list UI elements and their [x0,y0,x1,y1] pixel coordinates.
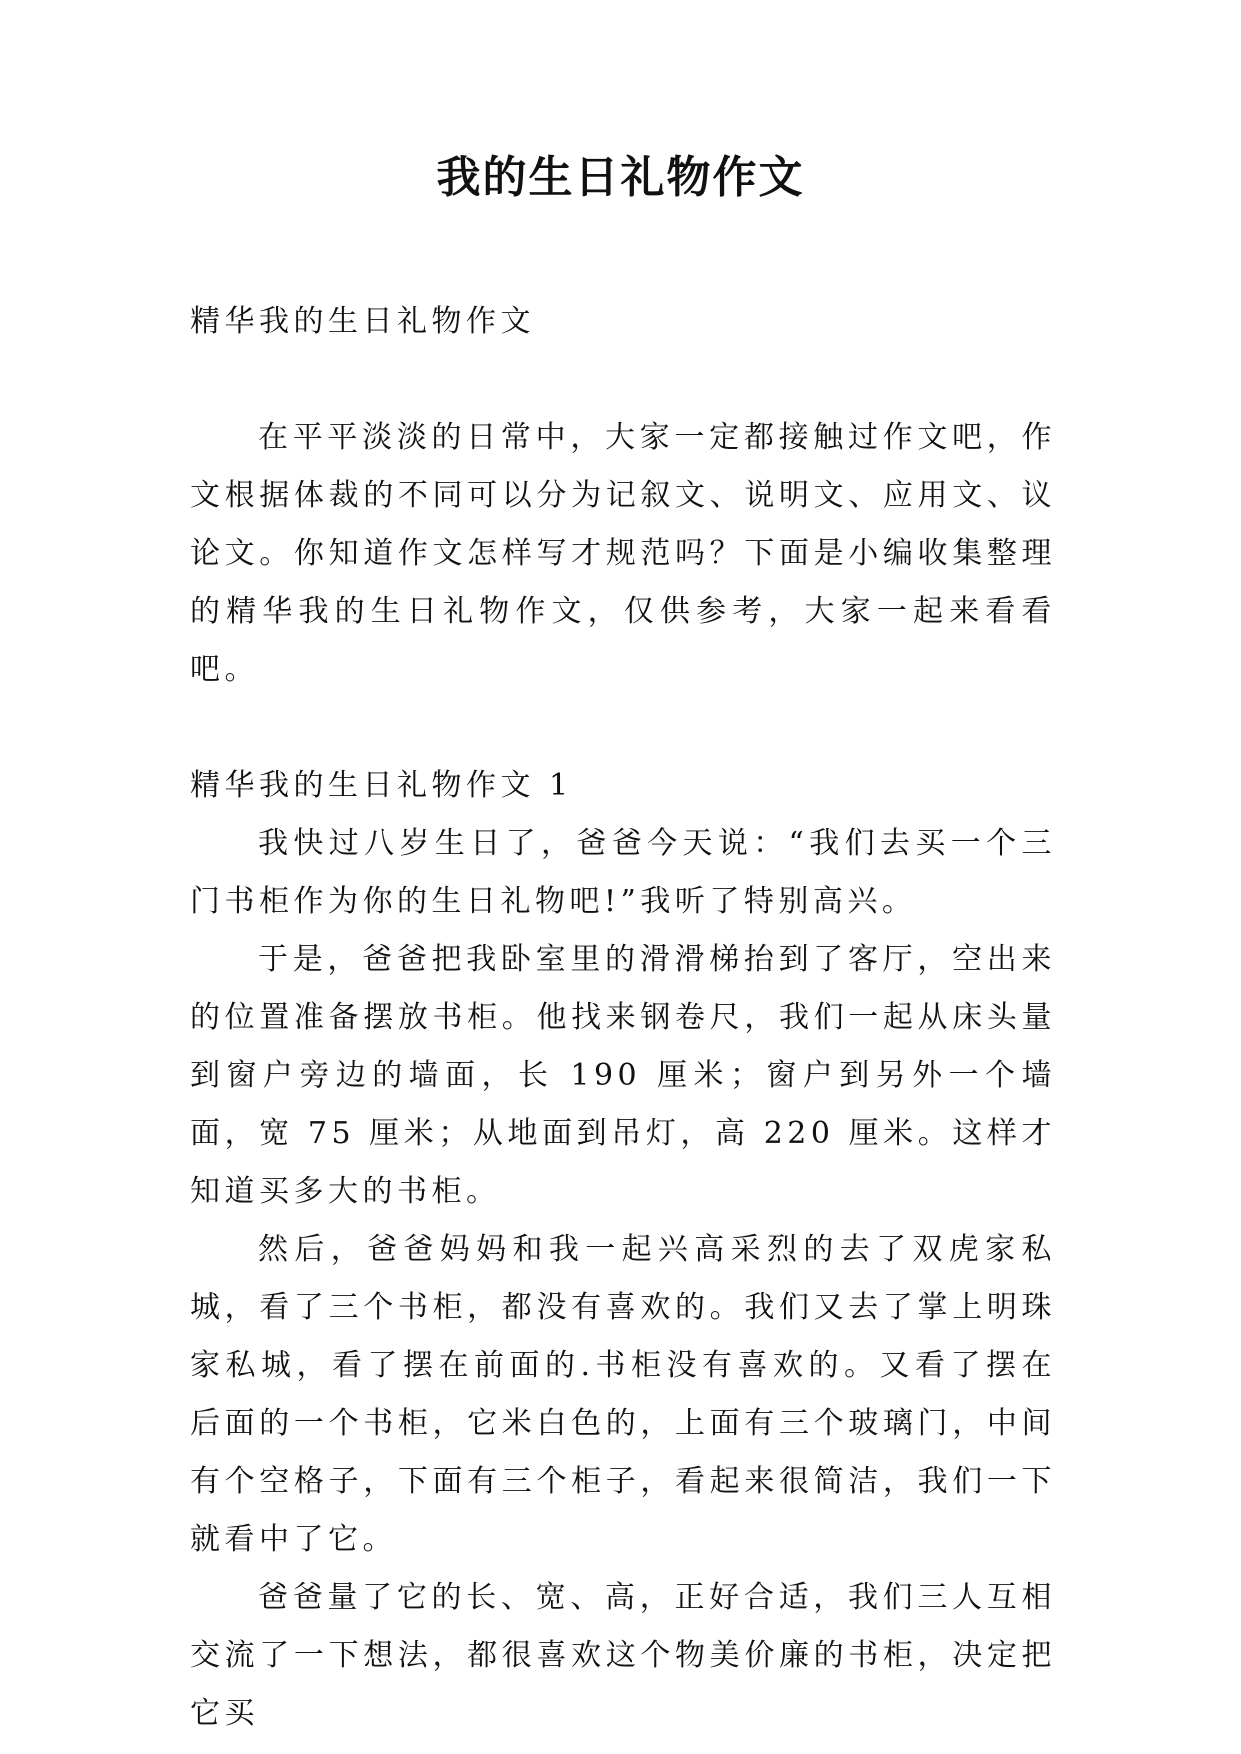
document-subtitle: 精华我的生日礼物作文 [190,304,535,339]
section-heading: 精华我的生日礼物作文 1 [190,768,573,803]
document-body [190,293,1056,1743]
document-title: 我的生日礼物作文 [436,152,805,203]
body-paragraph-4: 爸爸量了它的长、宽、高，正好合适，我们三人互相交流了一下想法，都很喜欢这个物美价廉的书柜，决定把它买 [190,1580,1056,1731]
body-paragraph-1: 我快过八岁生日了，爸爸今天说：“我们去买一个三门书柜作为你的生日礼物吧!”我听了特别高兴。 [190,826,1056,919]
body-paragraph-2: 于是，爸爸把我卧室里的滑滑梯抬到了客厅，空出来的位置准备摆放书柜。他找来钢卷尺，我们一起从床头量到窗户旁边的墙面，长 190 厘米；窗户到另外一个墙面，宽 75 厘米；从地面到吊灯，高 220 厘米。这样才知道买多大的书柜。 [190,942,1056,1209]
intro-paragraph: 在平平淡淡的日常中，大家一定都接触过作文吧，作文根据体裁的不同可以分为记叙文、说明文、应用文、议论文。你知道作文怎样写才规范吗？下面是小编收集整理的精华我的生日礼物作文，仅供参考，大家一起来看看吧。 [190,420,1056,687]
body-paragraph-3: 然后，爸爸妈妈和我一起兴高采烈的去了双虎家私城，看了三个书柜，都没有喜欢的。我们又去了掌上明珠家私城，看了摆在前面的.书柜没有喜欢的。又看了摆在后面的一个书柜，它米白色的，上面有三个玻璃门，中间有个空格子，下面有三个柜子，看起来很简洁，我们一下就看中了它。 [190,1232,1056,1557]
